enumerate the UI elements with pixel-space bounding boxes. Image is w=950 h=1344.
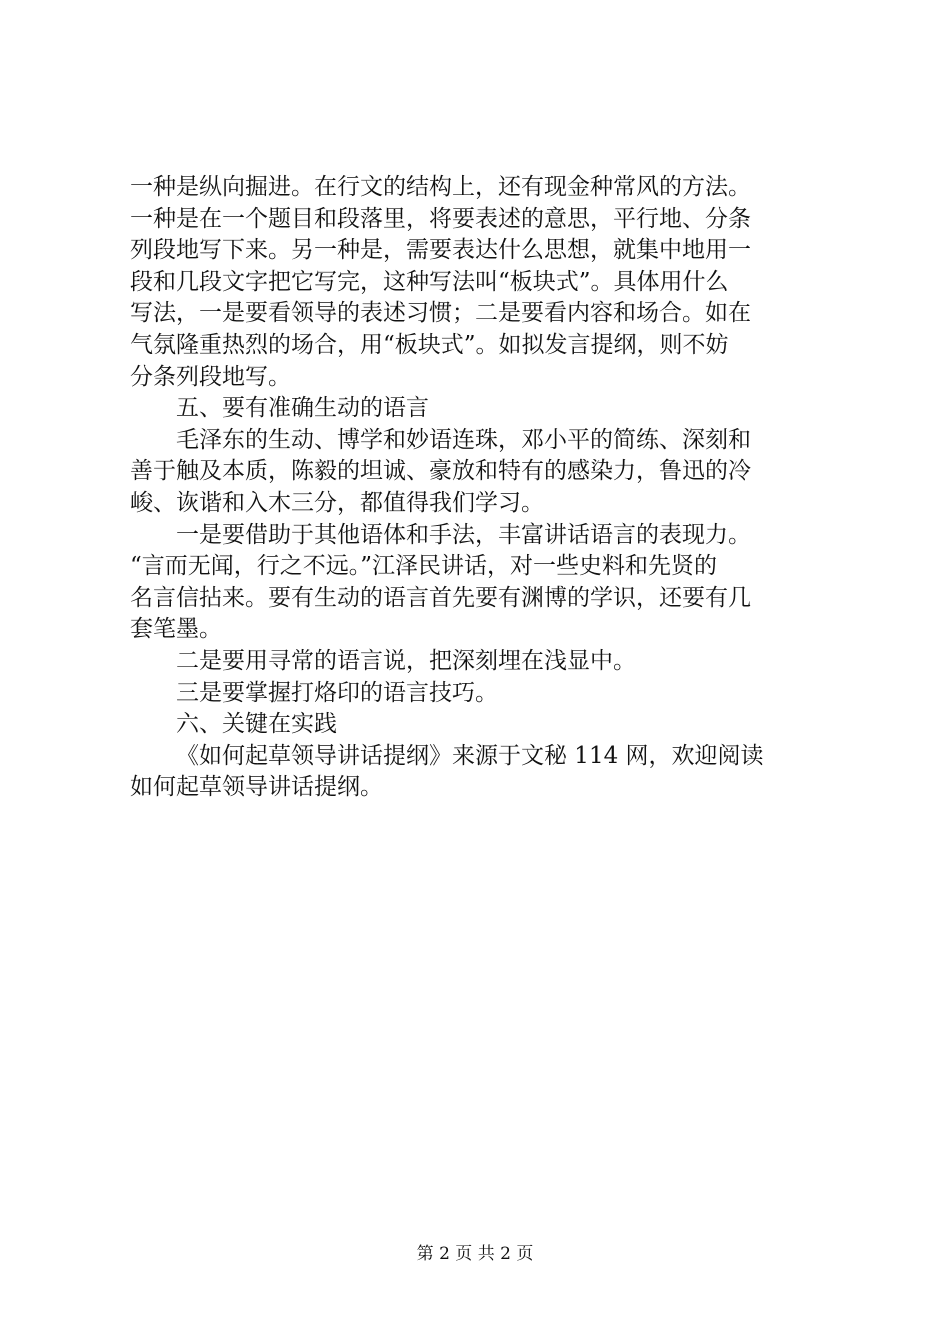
text-line: 毛泽东的生动、博学和妙语连珠，邓小平的简练、深刻和 [176, 426, 751, 453]
text-line: “言而无闻，行之不远。”江泽民讲话，对一些史料和先贤的 [130, 553, 718, 580]
text-line: 一种是在一个题目和段落里，将要表述的意思，平行地、分条 [130, 205, 751, 232]
text-line: 峻、诙谐和入木三分，都值得我们学习。 [130, 489, 544, 516]
text-line: 气氛隆重热烈的场合，用“板块式”。如拟发言提纲，则不妨 [130, 331, 729, 358]
section-heading: 六、关键在实践 [176, 711, 337, 738]
text-line: 名言信拈来。要有生动的语言首先要有渊博的学识，还要有几 [130, 584, 751, 611]
page-footer: 第 2 页 共 2 页 [416, 1244, 534, 1264]
text-line: 善于触及本质，陈毅的坦诚、豪放和特有的感染力，鲁迅的冷 [130, 458, 751, 485]
text-line: 三是要掌握打烙印的语言技巧。 [176, 679, 498, 706]
text-line: 一种是纵向掘进。在行文的结构上，还有现金种常风的方法。 [130, 174, 751, 200]
document-body [130, 172, 830, 804]
text-line: 套笔墨。 [130, 616, 222, 643]
text-line: 二是要用寻常的语言说，把深刻埋在浅显中。 [176, 647, 636, 674]
text-line: 《如何起草领导讲话提纲》来源于文秘 114 网，欢迎阅读 [176, 742, 764, 769]
text-line: 写法，一是要看领导的表述习惯；二是要看内容和场合。如在 [130, 300, 751, 327]
text-line: 分条列段地写。 [130, 363, 291, 390]
text-line: 一是要借助于其他语体和手法，丰富讲话语言的表现力。 [176, 521, 751, 548]
text-line: 如何起草领导讲话提纲。 [130, 774, 383, 801]
section-heading: 五、要有准确生动的语言 [176, 395, 429, 422]
text-line: 列段地写下来。另一种是，需要表达什么思想，就集中地用一 [130, 237, 751, 264]
text-line: 段和几段文字把它写完，这种写法叫“板块式”。具体用什么 [130, 268, 729, 295]
